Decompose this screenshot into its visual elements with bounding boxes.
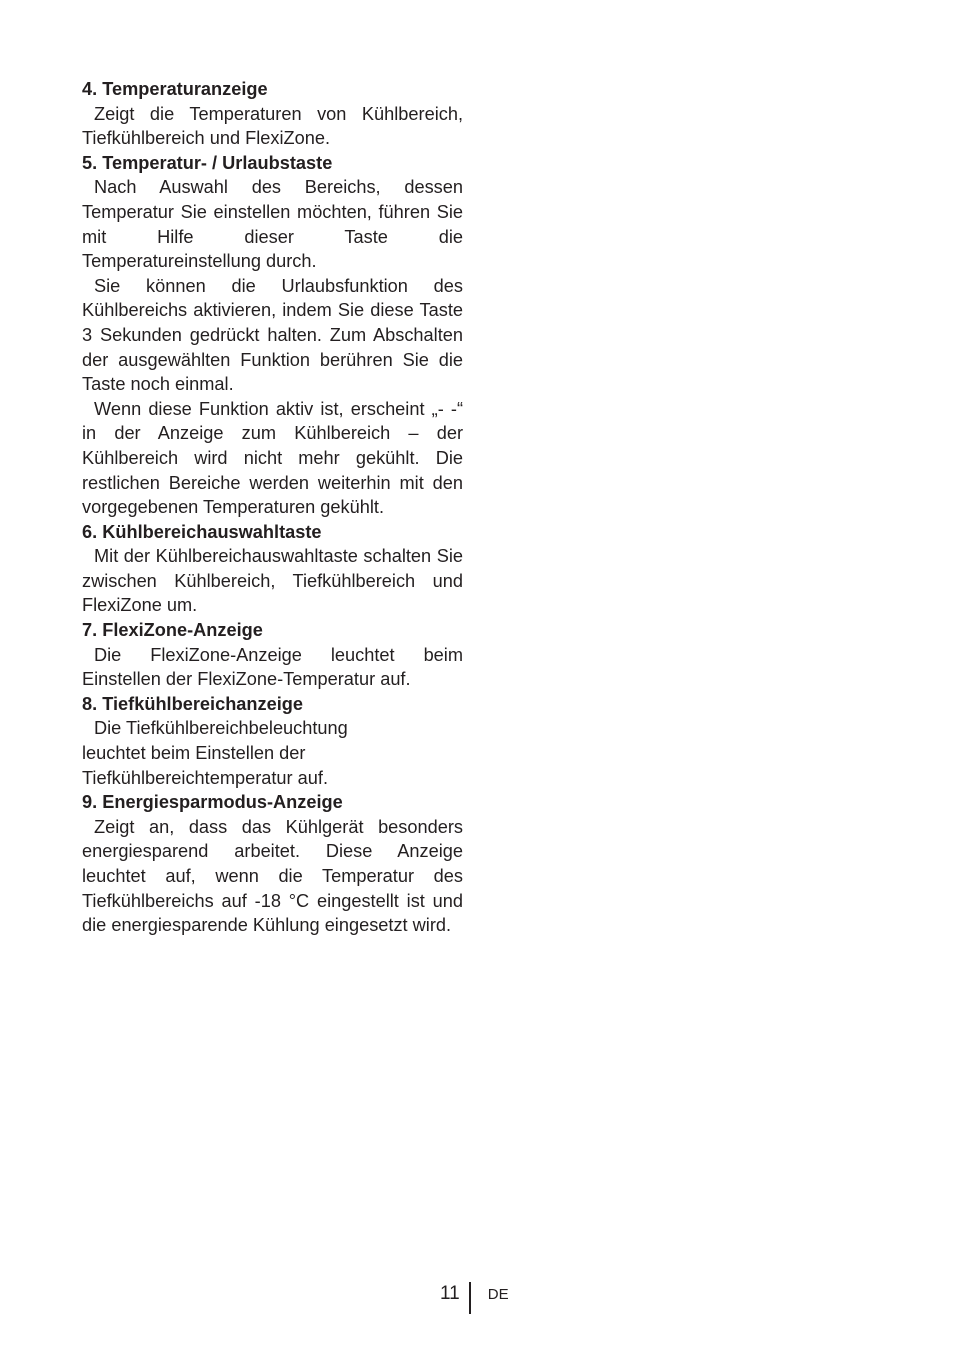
section-heading: 8. Tiefkühlbereichanzeige xyxy=(82,693,304,714)
content-column xyxy=(82,77,463,938)
section-paragraph: Wenn diese Funktion aktiv ist, erscheint „- -“ in der Anzeige zum Kühlbereich – der Kühlbereich wird nicht mehr gekühlt. Die restlichen Bereiche werden weiterhin mit den vorgegebenen Temperaturen gekühlt. xyxy=(82,398,463,518)
section-heading: 4. Temperaturanzeige xyxy=(82,79,268,99)
section-heading: 7. FlexiZone-Anzeige xyxy=(82,620,263,641)
section-heading: 9. Energiesparmodus-Anzeige xyxy=(82,792,343,813)
page-number: 11 xyxy=(440,1283,460,1304)
section-paragraph: Die Tiefkühlbereichbeleuchtung leuchtet beim Einstellen der Tiefkühlbereichtemperatur auf. xyxy=(82,718,348,788)
section-paragraph: Sie können die Urlaubsfunktion des Kühlbereichs aktivieren, indem Sie diese Taste 3 Sekunden gedrückt halten. Zum Abschalten der ausgewählten Funktion berühren Sie die Taste noch einmal. xyxy=(82,275,463,395)
section-paragraph: Nach Auswahl des Bereichs, dessen Temperatur Sie einstellen möchten, führen Sie mit Hilfe dieser Taste die Temperatureinstellung durch. xyxy=(82,177,463,272)
section-heading: 6. Kühlbereichauswahltaste xyxy=(82,521,322,542)
section-paragraph: Die FlexiZone-Anzeige leuchtet beim Einstellen der FlexiZone-Temperatur auf. xyxy=(82,644,463,690)
section-heading: 5. Temperatur- / Urlaubstaste xyxy=(82,152,333,173)
section-temperaturanzeige xyxy=(82,77,463,151)
section-tiefkuehlbereichanzeige xyxy=(82,692,463,790)
section-paragraph: Zeigt an, dass das Kühlgerät besonders energiesparend arbeitet. Diese Anzeige leuchtet auf, wenn die Temperatur des Tiefkühlbereichs auf -18 °C eingestellt ist und die energiesparende Kühlung eingesetzt wird. xyxy=(82,816,463,936)
section-kuehlbereichauswahltaste xyxy=(82,520,463,618)
section-energiesparmodus-anzeige xyxy=(82,790,463,938)
page-footer xyxy=(440,1282,509,1316)
section-temperatur-urlaubstaste xyxy=(82,151,463,520)
footer-divider xyxy=(469,1282,471,1314)
section-paragraph: Mit der Kühlbereichauswahltaste schalten Sie zwischen Kühlbereich, Tiefkühlbereich und FlexiZone um. xyxy=(82,546,463,616)
section-flexizone-anzeige xyxy=(82,618,463,692)
section-paragraph: Zeigt die Temperaturen von Kühlbereich, Tiefkühlbereich und FlexiZone. xyxy=(82,103,463,149)
language-code: DE xyxy=(487,1286,509,1303)
